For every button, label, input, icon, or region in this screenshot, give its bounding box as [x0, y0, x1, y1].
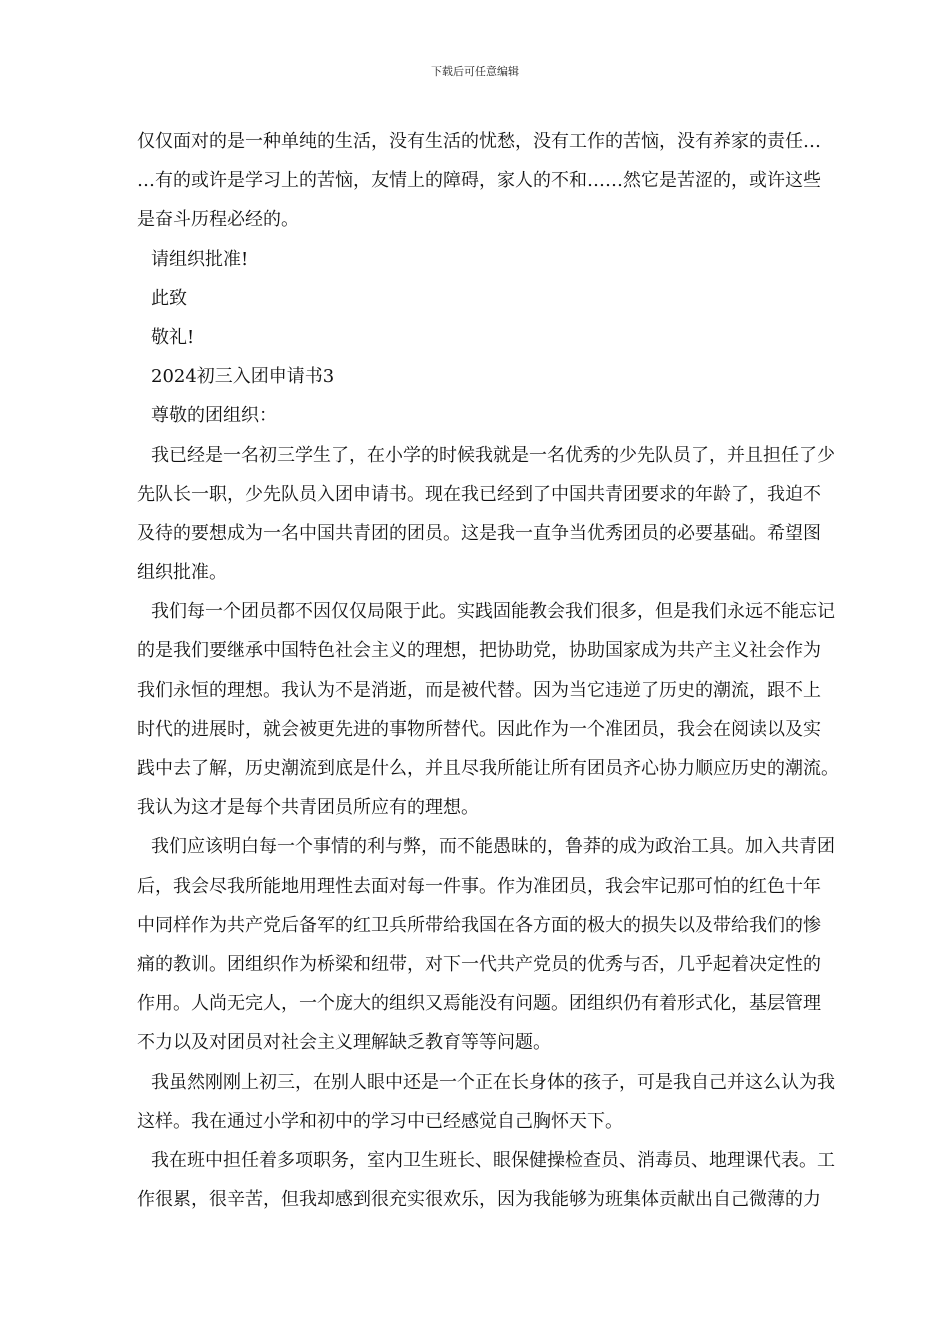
- text-line: 的是我们要继承中国特色社会主义的理想，把协助党，协助国家成为共产主义社会作为: [137, 640, 821, 662]
- text-line: 痛的教训。团组织作为桥梁和纽带，对下一代共产党员的优秀与否，几乎起着决定性的: [137, 953, 821, 975]
- text-line: 这样。我在通过小学和初中的学习中已经感觉自己胸怀天下。: [137, 1110, 623, 1132]
- text-line: 组织批准。: [137, 562, 227, 584]
- text-line: 中同样作为共产党后备军的红卫兵所带给我国在各方面的极大的损失以及带给我们的惨: [137, 914, 821, 936]
- page-header: 下载后可任意编辑: [431, 65, 519, 78]
- text-line: 践中去了解，历史潮流到底是什么，并且尽我所能让所有团员齐心协力顺应历史的潮流。: [137, 758, 839, 779]
- text-line: 我已经是一名初三学生了，在小学的时候我就是一名优秀的少先队员了，并且担任了少: [151, 444, 835, 466]
- text-line: 我们每一个团员都不因仅仅局限于此。实践固能教会我们很多，但是我们永远不能忘记: [151, 601, 835, 623]
- text-line: 我们应该明白每一个事情的利与弊，而不能愚昧的，鲁莽的成为政治工具。加入共青团: [151, 836, 835, 858]
- text-line: 我虽然刚刚上初三，在别人眼中还是一个正在长身体的孩子，可是我自己并这么认为我: [151, 1071, 835, 1093]
- document-body: [137, 122, 889, 1219]
- text-line: 我认为这才是每个共青团员所应有的理想。: [137, 797, 479, 819]
- text-line: 先队长一职，少先队员入团申请书。现在我已经到了中国共青团要求的年龄了，我迫不: [137, 483, 821, 505]
- text-line: …有的或许是学习上的苦恼，友情上的障碍，家人的不和……然它是苦涩的，或许这些: [137, 170, 821, 192]
- text-line: 此致: [151, 287, 187, 309]
- text-line: 我在班中担任着多项职务，室内卫生班长、眼保健操检查员、消毒员、地理课代表。工: [151, 1149, 835, 1171]
- text-line: 敬礼!: [151, 326, 195, 348]
- salutation: 尊敬的团组织：: [151, 405, 277, 427]
- text-line: 后，我会尽我所能地用理性去面对每一件事。作为准团员，我会牢记那可怕的红色十年: [137, 875, 821, 897]
- text-line: 作很累，很辛苦，但我却感到很充实很欢乐，因为我能够为班集体贡献出自己微薄的力: [137, 1189, 821, 1211]
- text-line: 是奋斗历程必经的。: [137, 209, 299, 231]
- text-line: 我们永恒的理想。我认为不是消逝，而是被代替。因为当它违逆了历史的潮流，跟不上: [137, 679, 821, 701]
- text-line: 不力以及对团员对社会主义理解缺乏教育等等问题。: [137, 1032, 551, 1054]
- text-line: 仅仅面对的是一种单纯的生活，没有生活的忧愁，没有工作的苦恼，没有养家的责任…: [137, 131, 821, 152]
- section-title: 2024初三入团申请书3: [151, 366, 335, 388]
- text-line: 作用。人尚无完人，一个庞大的组织又焉能没有问题。团组织仍有着形式化，基层管理: [137, 993, 821, 1015]
- text-line: 请组织批准!: [151, 248, 249, 270]
- text-line: 时代的进展时，就会被更先进的事物所替代。因此作为一个准团员，我会在阅读以及实: [137, 718, 821, 740]
- text-line: 及待的要想成为一名中国共青团的团员。这是我一直争当优秀团员的必要基础。希望图: [137, 522, 821, 544]
